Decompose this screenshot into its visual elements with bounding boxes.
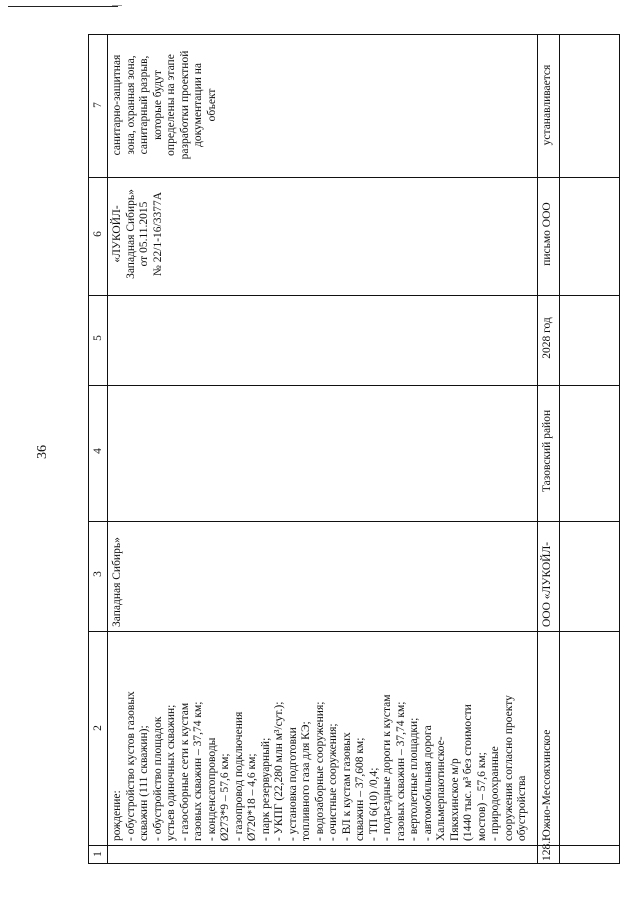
list-item: - автомобильная дорога — [421, 725, 434, 841]
row-cont-col7 — [111, 35, 219, 175]
top-rule — [8, 6, 118, 7]
list-item: скважин – 37,608 км; — [354, 737, 366, 841]
list-item: - обустройство кустов газовых — [124, 691, 137, 841]
list-item: Ø720*18 – 4,6 км; — [246, 753, 258, 841]
header-col-2: 2 — [92, 725, 104, 731]
col-line — [559, 35, 560, 863]
row-cont-col2-list — [111, 635, 530, 841]
list-item: - ТП 6(10) /0,4; — [367, 767, 380, 841]
row-128-col3: ООО «ЛУКОЙЛ- — [541, 541, 553, 627]
header-col-6: 6 — [92, 231, 104, 237]
row-cont-col6 — [111, 175, 165, 293]
list-item: - парк резервуарный; — [259, 737, 272, 841]
text-line: разработки проектной — [178, 50, 191, 160]
list-item: Хальмерпаютинское- — [435, 736, 447, 841]
row-line — [89, 521, 619, 522]
list-item: газовых скважин – 37,74 км; — [192, 701, 204, 841]
text-line: объект — [205, 88, 218, 122]
list-item: - УКПГ (22,280 млн м³/сут.); — [273, 701, 285, 841]
row-128-col6: письмо ООО — [541, 202, 553, 266]
page-number: 36 — [35, 445, 50, 459]
row-line — [89, 631, 619, 632]
text-line: № 22/1-16/3377А — [151, 191, 164, 277]
list-item: Пякяхинское м/р — [448, 758, 461, 841]
list-item: Ø273*9 – 57,6 км; — [219, 753, 231, 841]
row-128-number: 128. — [541, 840, 553, 861]
list-item: - очистные сооружения; — [327, 723, 339, 841]
text-line: санитарно-защитная — [111, 54, 123, 156]
header-col-5: 5 — [92, 335, 104, 341]
text-line: документации на — [192, 62, 204, 148]
text-line: зона, охранная зона, — [124, 55, 137, 155]
list-item: - ВЛ к кустам газовых — [340, 732, 353, 841]
row-128-col7: устанавливается — [541, 64, 553, 146]
list-item: рождение: — [111, 790, 123, 841]
list-item: скважин (111 скважин); — [138, 725, 150, 841]
row-128-col4: Тазовский район — [541, 409, 553, 493]
list-item: - вертолетные площадки; — [408, 717, 420, 841]
header-col-4: 4 — [92, 448, 104, 454]
list-item: - газопровод подключения — [232, 711, 245, 841]
row-line — [89, 385, 619, 386]
row-cont-col3: Западная Сибирь» — [111, 537, 123, 627]
list-item: - установка подготовки — [286, 727, 299, 841]
col-line — [107, 35, 108, 863]
list-item: - конденсатопроводы — [205, 737, 218, 841]
row-line — [89, 845, 619, 846]
row-line — [89, 295, 619, 296]
col-line — [537, 35, 538, 863]
list-item: - обустройство площадок — [151, 716, 164, 841]
list-item: газовых скважин – 37,74 км; — [394, 701, 407, 841]
top-rule-faint — [112, 5, 122, 6]
list-item: устьев одиночных скважин; — [165, 704, 177, 841]
list-item: сооружения согласно проекту — [502, 695, 515, 841]
list-item: - водозаборные сооружения; — [313, 701, 326, 841]
list-item: обустройства — [516, 775, 528, 841]
list-item: - газосборные сети к кустам — [178, 702, 191, 841]
row-128-col2: Южно-Мессояхинское — [541, 729, 553, 841]
header-col-7: 7 — [92, 102, 104, 108]
list-item: (1440 тыс. м³ без стоимости — [462, 704, 474, 841]
text-line: которые будут — [151, 70, 164, 140]
list-item: - природоохранные — [489, 746, 501, 841]
header-col-1: 1 — [92, 851, 104, 857]
row-line — [89, 177, 619, 178]
list-item: - подъездные дороги к кустам — [381, 694, 393, 841]
list-item: топливного газа для КЭ; — [300, 721, 312, 841]
text-line: Западная Сибирь» — [124, 189, 137, 279]
text-line: определены на этапе — [165, 54, 177, 156]
row-128-col5: 2028 год — [541, 317, 553, 359]
registry-table — [88, 34, 620, 864]
text-line: санитарный разрыв, — [138, 55, 150, 155]
text-line: «ЛУКОЙЛ- — [111, 205, 123, 263]
text-line: от 05.11.2015 — [138, 201, 150, 267]
header-col-3: 3 — [92, 571, 104, 577]
list-item: мостов) – 57,6 км; — [475, 752, 488, 841]
